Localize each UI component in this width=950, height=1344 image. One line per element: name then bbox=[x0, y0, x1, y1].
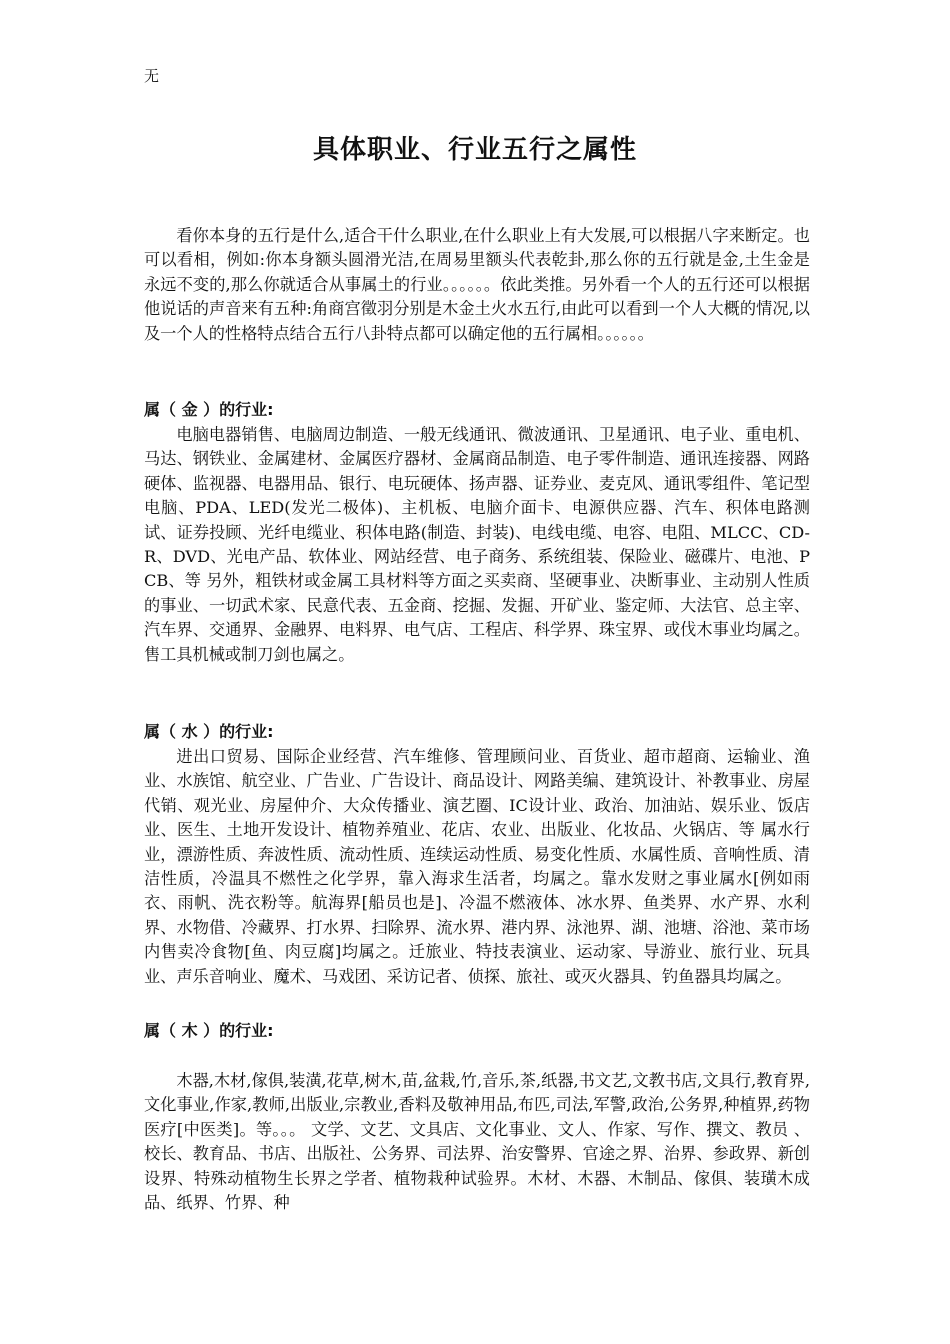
section-body-wood: 木器,木材,傢俱,装潢,花草,树木,苗,盆栽,竹,音乐,茶,纸器,书文艺,文教书店,文具行,教育界,文化事业,作家,教师,出版业,宗教业,香料及敬神用品,布匹,司法,军警,政治,公务界,种植界,药物医疗[中医类]。等。。。 文学、文艺、文具店、文化事业、文人、作家、写作、撰文、教员 、校长、教育品、书店、出版社、公务界、司法界、治安警界、官途之界、治界、参政界、新创设界、特殊动植物生长界之学者、植物栽种试验界。木材、木器、木制品、傢俱、装璜木成品、纸界、竹界、种 bbox=[144, 1071, 810, 1213]
section-heading-metal: 属（ 金 ）的行业: bbox=[144, 400, 274, 419]
section-heading-wood: 属（ 木 ）的行业: bbox=[144, 1021, 274, 1040]
page-title: 具体职业、行业五行之属性 bbox=[312, 135, 637, 165]
header-mark: 无 bbox=[144, 67, 160, 85]
section-heading-water: 属（ 水 ）的行业: bbox=[144, 722, 274, 741]
intro-paragraph: 看你本身的五行是什么,适合干什么职业,在什么职业上有大发展,可以根据八字来断定。也可以看相，例如:你本身额头圆滑光洁,在周易里额头代表乾卦,那么你的五行就是金,土生金是永远不变的,那么你就适合从事属土的行业。。。。。。依此类推。另外看一个人的五行还可以根据他说话的声音来有五种:角商宫徵羽分别是木金土火水五行,由此可以看到一个人大概的情况,以及一个人的性格特点结合五行八卦特点都可以确定他的五行属相。。。。。。 bbox=[144, 226, 810, 343]
section-body-water: 进出口贸易、国际企业经营、汽车维修、管理顾问业、百货业、超市超商、运输业、渔业、水族馆、航空业、广告业、广告设计、商品设计、网路美编、建筑设计、补教事业、房屋代销、观光业、房屋仲介、大众传播业、演艺圈、IC设计业、政治、加油站、娱乐业、饭店业、医生、土地开发设计、植物养殖业、花店、农业、出版业、化妆品、火锅店、等 属水行业，漂游性质、奔波性质、流动性质、连续运动性质、易变化性质、水属性质、音响性质、清洁性质，冷温具不燃性之化学界，靠入海求生活者，均属之。靠水发财之事业属水[例如雨衣、雨帆、洗衣粉等。航海界[船员也是]、冷温不燃液体、冰水界、鱼类界、水产界、水利界、水物借、冷藏界、打水界、扫除界、流水界、港内界、泳池界、湖、池塘、浴池、菜市场内售卖冷食物[鱼、肉豆腐]均属之。迁旅业、特技表演业、运动家、导游业、旅行业、玩具业、声乐音响业、魔术、马戏团、采访记者、侦探、旅社、或灭火器具、钓鱼器具均属之。 bbox=[144, 747, 810, 986]
section-body-metal: 电脑电器销售、电脑周边制造、一般无线通讯、微波通讯、卫星通讯、电子业、重电机、马达、钢铁业、金属建材、金属医疗器材、金属商品制造、电子零件制造、通讯连接器、网路硬体、监视器、电器用品、银行、电玩硬体、扬声器、证券业、麦克风、通讯零组件、笔记型电脑、PDA、LED(发光二极体)、主机板、电脑介面卡、电源供应器、汽车、积体电路测试、证券投顾、光纤电缆业、积体电路(制造、封装)、电线电缆、电容、电阻、MLCC、CD-R、DVD、光电产品、软体业、网站经营、电子商务、系统组装、保险业、磁碟片、电池、PCB、等 另外，粗铁材或金属工具材料等方面之买卖商、坚硬事业、决断事业、主动别人性质的事业、一切武术家、民意代表、五金商、挖掘、发掘、开矿业、鉴定师、大法官、总主宰、汽车界、交通界、金融界、电料界、电气店、工程店、科学界、珠宝界、或伐木事业均属之。售工具机械或制刀剑也属之。 bbox=[144, 425, 810, 664]
